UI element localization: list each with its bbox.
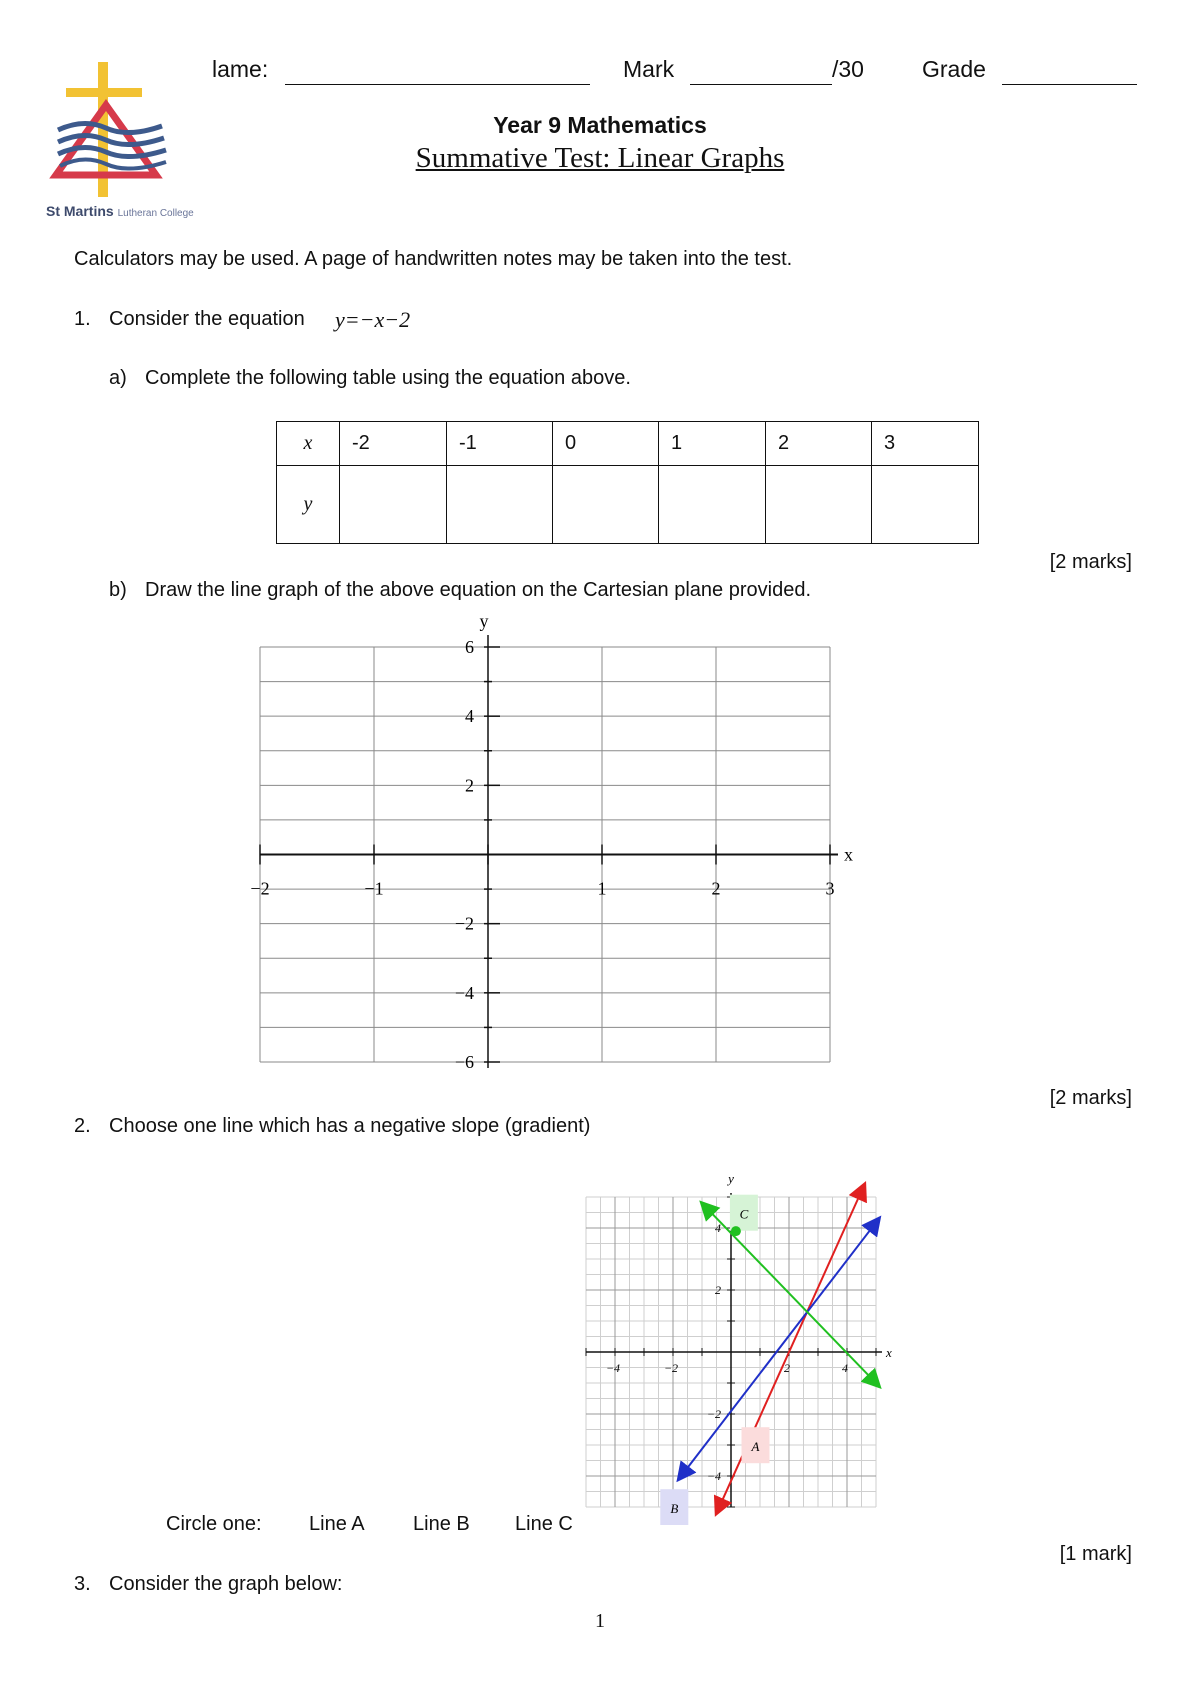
x-axis-label: x xyxy=(844,844,853,865)
y-answer-cell[interactable] xyxy=(766,466,872,544)
mark-label: Mark xyxy=(623,56,675,82)
series-label-a: A xyxy=(751,1439,760,1455)
q1b-label: b) xyxy=(109,579,127,601)
q1a-text: Complete the following table using the equation above. xyxy=(145,367,631,389)
y-tick-label: −4 xyxy=(706,1469,721,1483)
xy-table xyxy=(276,421,979,544)
x-cell: 0 xyxy=(553,422,659,466)
q1b-text: Draw the line graph of the above equation on the Cartesian plane provided. xyxy=(145,579,812,601)
y-axis-label: y xyxy=(728,1171,734,1186)
x-tick-label: 2 xyxy=(784,1361,790,1375)
x-tick-label: −2 xyxy=(250,878,270,899)
q2-text: Choose one line which has a negative slope (gradient) xyxy=(109,1115,591,1137)
series-label-c: C xyxy=(739,1206,749,1222)
circle-one-label: Circle one: xyxy=(166,1513,262,1535)
y-tick-label: −4 xyxy=(454,982,474,1003)
y-header: y xyxy=(277,466,340,544)
cartesian-plane-chart[interactable] xyxy=(230,605,870,1075)
x-tick-label: −4 xyxy=(605,1361,621,1375)
subject-title: Year 9 Mathematics xyxy=(493,112,707,138)
series-label-b: B xyxy=(670,1501,679,1517)
y-tick-label: −2 xyxy=(706,1407,721,1421)
option-line-c[interactable]: Line C xyxy=(515,1513,573,1535)
q1-text: Consider the equation xyxy=(109,308,305,330)
name-label: lame: xyxy=(212,56,269,82)
q1a-marks: [2 marks] xyxy=(1049,551,1132,573)
x-cell: 2 xyxy=(766,422,872,466)
x-tick-label: −2 xyxy=(663,1361,679,1375)
y-tick-label: −6 xyxy=(454,1052,474,1072)
y-answer-cell[interactable] xyxy=(872,466,979,544)
q2-number: 2. xyxy=(74,1115,91,1137)
y-answer-cell[interactable] xyxy=(340,466,447,544)
x-tick-label: 1 xyxy=(597,878,607,899)
y-answer-cell[interactable] xyxy=(659,466,766,544)
x-tick-label: 4 xyxy=(842,1361,848,1375)
name-field[interactable] xyxy=(285,84,590,85)
y-tick-label: −2 xyxy=(454,913,474,934)
x-cell: -1 xyxy=(447,422,553,466)
x-axis-label: x xyxy=(886,1345,892,1360)
q3-text: Consider the graph below: xyxy=(109,1573,343,1595)
q1a-label: a) xyxy=(109,367,127,389)
x-cell: 1 xyxy=(659,422,766,466)
mark-total: /30 xyxy=(832,56,864,82)
q1b-marks: [2 marks] xyxy=(1049,1087,1132,1109)
grade-field[interactable] xyxy=(1002,84,1137,85)
x-row xyxy=(277,422,979,466)
x-tick-label: 2 xyxy=(711,878,721,899)
grade-label: Grade xyxy=(922,56,986,82)
q3-number: 3. xyxy=(74,1573,91,1595)
x-cell: 3 xyxy=(872,422,979,466)
lines-chart xyxy=(570,1165,910,1525)
y-row xyxy=(277,466,979,544)
y-tick-label: 4 xyxy=(715,1221,721,1235)
school-suffix: Lutheran College xyxy=(117,208,194,219)
option-line-a[interactable]: Line A xyxy=(309,1513,365,1535)
y-tick-label: 2 xyxy=(715,1283,721,1297)
page-number: 1 xyxy=(595,1610,605,1632)
y-axis-label: y xyxy=(479,611,489,631)
q1-number: 1. xyxy=(74,308,91,330)
test-title: Summative Test: Linear Graphs xyxy=(415,142,785,174)
y-tick-label: 4 xyxy=(465,706,474,727)
mark-field[interactable] xyxy=(690,84,832,85)
q1-equation: y=−x−2 xyxy=(335,307,411,332)
line-c-point xyxy=(731,1226,741,1236)
x-tick-label: −1 xyxy=(364,878,384,899)
y-answer-cell[interactable] xyxy=(553,466,659,544)
y-answer-cell[interactable] xyxy=(447,466,553,544)
instructions: Calculators may be used. A page of handwritten notes may be taken into the test. xyxy=(74,248,793,270)
y-tick-label: 6 xyxy=(465,637,474,657)
q2-marks: [1 mark] xyxy=(1059,1543,1132,1565)
series-line-c xyxy=(702,1203,879,1386)
x-tick-label: 3 xyxy=(825,878,835,899)
school-name: St Martins xyxy=(46,203,114,219)
series-line-b xyxy=(679,1219,879,1479)
y-tick-label: 2 xyxy=(465,775,474,796)
x-cell: -2 xyxy=(340,422,447,466)
x-header: x xyxy=(277,422,340,466)
option-line-b[interactable]: Line B xyxy=(413,1513,470,1535)
